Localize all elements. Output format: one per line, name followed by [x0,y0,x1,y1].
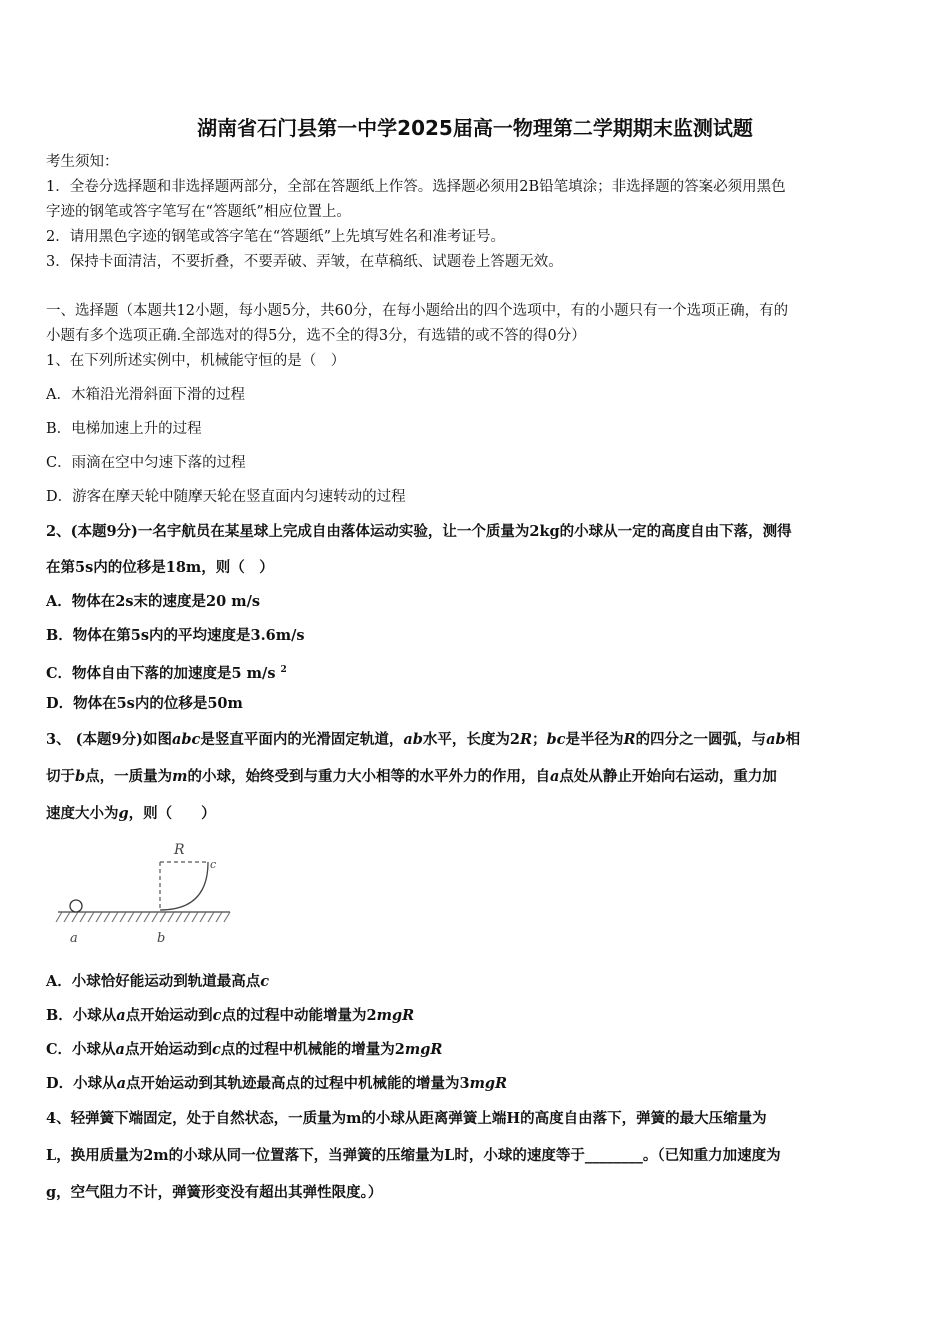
notice-item: 2．请用黑色字迹的钢笔或答字笔在“答题纸”上先填写姓名和准考证号。 [46,229,506,245]
dashed-radius-box [160,862,208,910]
ball [70,900,82,912]
q3-option-c: C．小球从a点开始运动到c点的过程中机械能的增量为2mgR [46,1041,443,1058]
question-3-stem: 速度大小为g，则（ ） [46,805,216,822]
question-2-stem: 在第5s内的位移是18m，则（ ） [46,559,274,576]
notice-item: 1．全卷分选择题和非选择题两部分，全部在答题纸上作答。选择题必须用2B铅笔填涂；非选择题的答案必须用黑色 [46,179,786,195]
label-c: c [210,858,217,871]
notice-heading: 考生须知： [46,154,119,170]
question-3-stem: 切于b点，一质量为m的小球，始终受到与重力大小相等的水平外力的作用，自a点处从静止开始向右运动，重力加 [46,768,777,785]
q2-option-c: C．物体自由下落的加速度是5 m/s $^2$ [46,664,287,682]
page-title: 湖南省石门县第一中学2025届高一物理第二学期期末监测试题 [197,116,753,140]
track-diagram [50,832,240,950]
question-2-stem: 2、(本题9分)一名宇航员在某星球上完成自由落体运动实验，让一个质量为2kg的小球从一定的高度自由下落，测得 [46,523,792,540]
section-instructions: 一、选择题（本题共12小题，每小题5分，共60分，在每小题给出的四个选项中，有的小题只有一个选项正确，有的 [46,303,789,319]
question-4-stem: g，空气阻力不计，弹簧形变没有超出其弹性限度。） [46,1184,383,1201]
q1-option-c: C．雨滴在空中匀速下落的过程 [46,455,246,471]
q1-option-b: B．电梯加速上升的过程 [46,421,202,437]
q2-option-d: D．物体在5s内的位移是50m [46,695,243,712]
label-r: R [174,842,185,858]
label-b: b [157,931,166,946]
q3-option-d: D．小球从a点开始运动到其轨迹最高点的过程中机械能的增量为3mgR [46,1075,508,1092]
section-instructions: 小题有多个选项正确.全部选对的得5分，选不全的得3分，有选错的或不答的得0分） [46,328,586,344]
question-4-stem: 4、轻弹簧下端固定，处于自然状态，一质量为m的小球从距离弹簧上端H的高度自由落下，弹簧的最大压缩量为 [46,1110,767,1127]
q2-option-a: A．物体在2s末的速度是20 m/s [46,593,261,610]
q3-option-b: B．小球从a点开始运动到c点的过程中动能增量为2mgR [46,1007,415,1024]
question-3-stem: 3、 (本题9分)如图abc是竖直平面内的光滑固定轨道，ab水平，长度为2R；bc是半径为R的四分之一圆弧，与ab相 [46,731,801,748]
question-1-stem: 1、在下列所述实例中，机械能守恒的是（ ） [46,353,346,369]
ground-hatching [56,912,230,922]
q3-option-a: A．小球恰好能运动到轨道最高点c [46,973,270,990]
notice-item: 3．保持卡面清洁，不要折叠，不要弄破、弄皱，在草稿纸、试题卷上答题无效。 [46,254,563,270]
q2-option-b: B．物体在第5s内的平均速度是3.6m/s [46,627,305,644]
question-4-stem: L，换用质量为2m的小球从同一位置落下，当弹簧的压缩量为L时，小球的速度等于________。（已知重力加速度为 [46,1147,781,1164]
q1-option-d: D．游客在摩天轮中随摩天轮在竖直面内匀速转动的过程 [46,489,406,505]
q1-option-a: A．木箱沿光滑斜面下滑的过程 [46,387,245,403]
notice-item: 字迹的钢笔或答字笔写在“答题纸”相应位置上。 [46,204,351,220]
arc-bc [160,862,208,910]
label-a: a [70,931,78,946]
